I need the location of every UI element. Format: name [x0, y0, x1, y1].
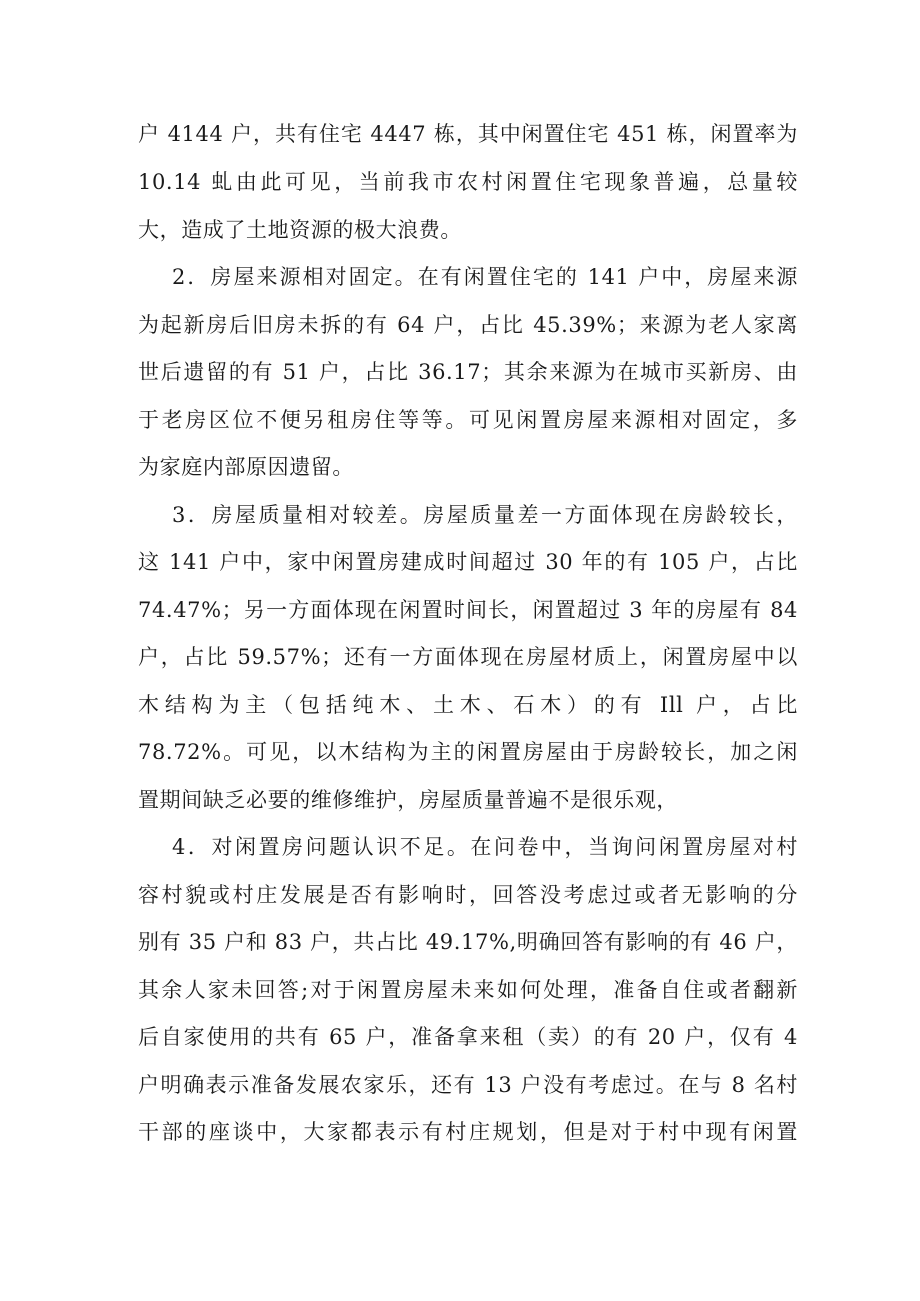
text-line: 大，造成了土地资源的极大浪费。: [138, 218, 462, 242]
paragraph-2-first-line: 2．房屋来源相对固定。在有闲置住宅的 141 户中，房屋来源: [172, 265, 798, 289]
text-line: 为家庭内部原因遗留。: [138, 455, 354, 479]
text-line: 74.47%；另一方面体现在闲置时间长，闲置超过 3 年的房屋有 84: [138, 598, 798, 622]
text-line: 78.72%。可见，以木结构为主的闲置房屋由于房龄较长，加之闲: [138, 740, 798, 764]
text-line: 为起新房后旧房未拆的有 64 户，占比 45.39%；来源为老人家离: [138, 313, 798, 337]
text-line: 世后遗留的有 51 户，占比 36.17；其余来源为在城市买新房、由: [138, 360, 798, 384]
text-line: 于老房区位不便另租房住等等。可见闲置房屋来源相对固定，多: [138, 408, 798, 432]
text-line: 后自家使用的共有 65 户，准备拿来租（卖）的有 20 户，仅有 4: [138, 1025, 798, 1049]
text-line: 置期间缺乏必要的维修维护，房屋质量普遍不是很乐观，: [138, 788, 678, 812]
text-line: 10.14 虬由此可见，当前我市农村闲置住宅现象普遍，总量较: [138, 170, 798, 194]
text-line: 户，占比 59.57%；还有一方面体现在房屋材质上，闲置房屋中以: [138, 645, 798, 669]
text-line: 户 4144 户，共有住宅 4447 栋，其中闲置住宅 451 栋，闲置率为: [138, 122, 798, 146]
text-line: 其余人家未回答;对于闲置房屋未来如何处理，准备自住或者翻新: [138, 978, 798, 1002]
text-line: 户明确表示准备发展农家乐，还有 13 户没有考虑过。在与 8 名村: [138, 1073, 798, 1097]
paragraph-4-first-line: 4．对闲置房问题认识不足。在问卷中，当询问闲置房屋对村: [172, 835, 798, 859]
paragraph-3-first-line: 3．房屋质量相对较差。房屋质量差一方面体现在房龄较长，: [172, 503, 798, 527]
text-line: 干部的座谈中，大家都表示有村庄规划，但是对于村中现有闲置: [138, 1120, 798, 1144]
text-line: 木结构为主（包括纯木、土木、石木）的有 Ill 户，占比: [138, 693, 798, 717]
text-line: 别有 35 户和 83 户，共占比 49.17%,明确回答有影响的有 46 户，: [138, 930, 798, 954]
text-line: 容村貌或村庄发展是否有影响时，回答没考虑过或者无影响的分: [138, 883, 798, 907]
text-line: 这 141 户中，家中闲置房建成时间超过 30 年的有 105 户，占比: [138, 550, 798, 574]
